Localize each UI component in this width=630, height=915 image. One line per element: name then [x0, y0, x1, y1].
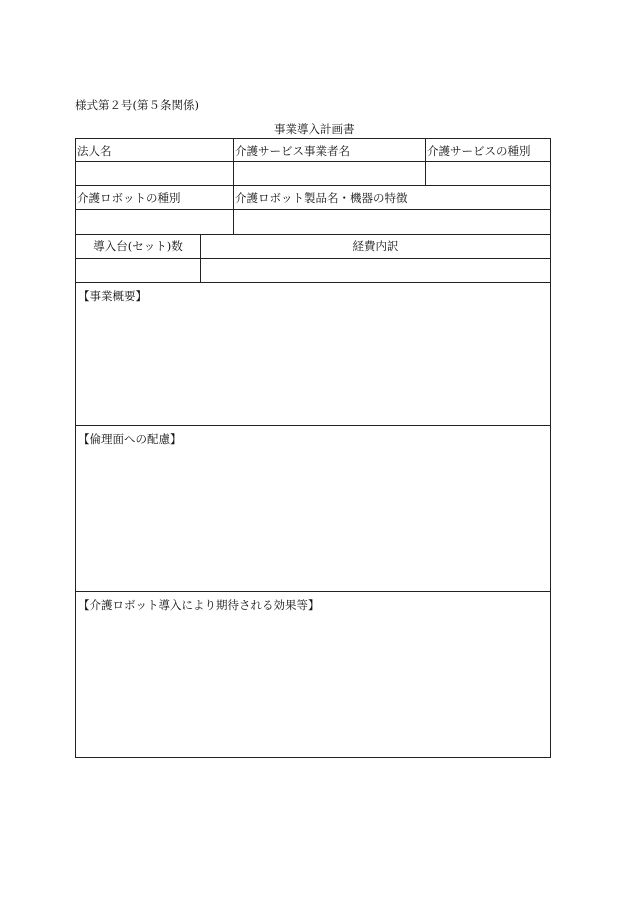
care-service-provider-header-cell — [233, 138, 426, 162]
units-count-label: 導入台(セット)数 — [93, 239, 183, 253]
care-service-type-label: 介護サービスの種別 — [427, 144, 531, 158]
corporation-name-label: 法人名 — [77, 144, 112, 158]
robot-product-field[interactable] — [233, 209, 551, 235]
care-service-type-field[interactable] — [425, 161, 551, 186]
corporation-name-field[interactable] — [75, 161, 234, 186]
units-count-header-cell — [75, 234, 201, 259]
document-title: 事業導入計画書 — [274, 122, 355, 136]
robot-product-label: 介護ロボット製品名・機器の特徴 — [235, 191, 408, 205]
overview-section[interactable] — [75, 282, 551, 426]
corporation-name-header-cell — [75, 138, 234, 162]
care-service-type-header-cell — [425, 138, 551, 162]
ethics-section-label: 【倫理面への配慮】 — [78, 432, 182, 446]
robot-type-label: 介護ロボットの種別 — [77, 191, 181, 205]
expected-effects-section-label: 【介護ロボット導入により期待される効果等】 — [78, 598, 320, 612]
units-count-field[interactable] — [75, 258, 201, 283]
expense-breakdown-field[interactable] — [200, 258, 551, 283]
robot-product-header-cell — [233, 185, 551, 210]
care-service-provider-field[interactable] — [233, 161, 426, 186]
care-service-provider-label: 介護サービス事業者名 — [235, 144, 350, 158]
robot-type-field[interactable] — [75, 209, 234, 235]
expense-breakdown-header-cell — [200, 234, 551, 259]
form-number: 様式第２号(第５条関係) — [75, 98, 199, 112]
expected-effects-section[interactable] — [75, 591, 551, 758]
robot-type-header-cell — [75, 185, 234, 210]
ethics-section[interactable] — [75, 425, 551, 592]
overview-section-label: 【事業概要】 — [78, 289, 147, 303]
expense-breakdown-label: 経費内訳 — [352, 239, 399, 253]
